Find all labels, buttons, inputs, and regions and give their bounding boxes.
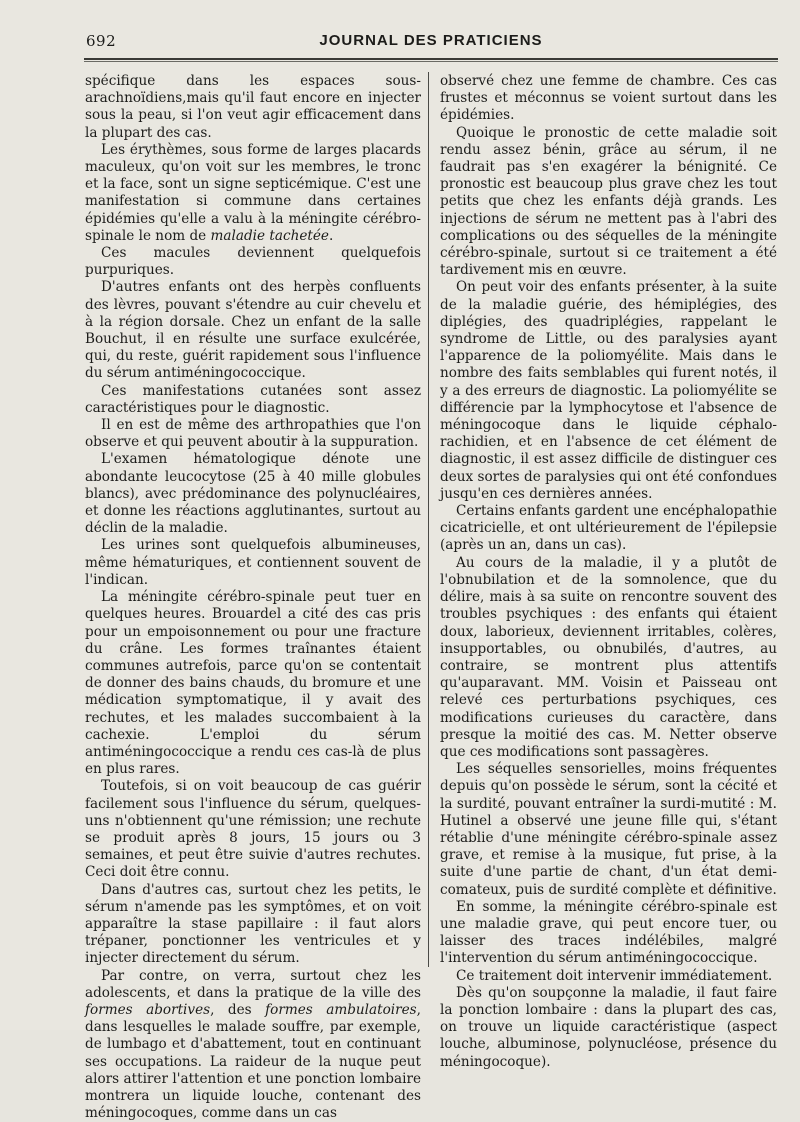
paragraph-text: Toutefois, si on voit beaucoup de cas guérir facilement sous l'influence du sérum, quelques-uns n'obtiennent qu'une rémission; une rechute se produit après 8 jours, 15 jours ou 3 semaines, et peut être suivie d'autres rechutes. Ceci doit être connu. <box>85 778 421 881</box>
paragraph-text: Par contre, on verra, surtout chez les adolescents, et dans la pratique de la ville des <box>85 967 421 1001</box>
paragraph <box>85 245 421 279</box>
paragraph-text: On peut voir des enfants présenter, à la suite de la maladie guérie, des hémiplégies, des diplégies, des quadriplégies, rappelant le syndrome de Little, ou des paralysies ayant l'apparence de la poliomyélite. Mais dans le nombre des faits semblables qui furent notés, il y a des erreurs de diagnostic. La poliomyélite se différencie par la lymphocytose et l'absence de méningocoque dans le liquide céphalo-rachidien, et en l'absence de cet élément de diagnostic, il est assez difficile de distinguer ces deux sortes de paralysies qui ont été confondues jusqu'en ces dernières années. <box>440 279 777 502</box>
paragraph <box>440 968 777 985</box>
paragraph <box>85 589 421 778</box>
paragraph-text: Ce traitement doit intervenir immédiatement. <box>456 967 773 984</box>
paragraph <box>440 279 777 503</box>
paragraph-text: Certains enfants gardent une encéphalopathie cicatricielle, et ont ultérieurement de l'épilepsie (après un an, dans un cas). <box>440 503 777 554</box>
paragraph-text: Au cours de la maladie, il y a plutôt de l'obnubilation et de la somnolence, que du délire, mais à sa suite on rencontre souvent des troubles psychiques : des enfants qui étaient doux, laborieux, deviennent irritables, colères, insupportables, ou obnubilés, d'autres, au contraire, se montrent plus attentifs qu'auparavant. MM. Voisin et Paisseau ont relevé ces perturbations psychiques, ces modifications curieuses du caractère, dans presque la moitié des cas. M. Netter observe que ces modifications sont passagères. <box>440 554 777 760</box>
paragraph-text: Il en est de même des arthropathies que l'on observe et qui peuvent aboutir à la suppuration. <box>85 417 421 451</box>
column-divider <box>428 72 429 967</box>
paragraph-text: Dès qu'on soupçonne la maladie, il faut faire la ponction lombaire : dans la plupart des cas, on trouve un liquide caractéristique (aspect louche, albuminose, polynucléose, présence du méningocoque). <box>440 984 777 1070</box>
left-column <box>85 73 421 1122</box>
page-number: 692 <box>86 32 117 50</box>
paragraph <box>440 761 777 899</box>
paragraph <box>85 778 421 881</box>
paragraph <box>440 503 777 555</box>
paragraph-text: , des <box>210 1001 266 1018</box>
paragraph-text: Dans d'autres cas, surtout chez les petits, le sérum n'amende pas les symptômes, et on voit apparaître la stase papillaire : il faut alors trépaner, ponctionner les ventricules et y injecter directement du sérum. <box>85 881 421 967</box>
paragraph <box>440 899 777 968</box>
paragraph <box>440 555 777 761</box>
paragraph <box>85 73 421 142</box>
journal-title: JOURNAL DES PRATICIENS <box>319 32 543 49</box>
paragraph-text: Les érythèmes, sous forme de larges placards maculeux, qu'on voit sur les membres, le tronc et la face, sont un signe septicémique. C'est une manifestation si commune dans certaines épidémies qu'elle a valu à la méningite cérébro-spinale le nom de <box>85 141 421 244</box>
emphasis-text: formes abortives <box>85 1001 211 1018</box>
paragraph <box>85 142 421 245</box>
paragraph-text: Ces manifestations cutanées sont assez caractéristiques pour le diagnostic. <box>85 382 421 416</box>
paragraph <box>85 279 421 382</box>
paragraph <box>440 125 777 280</box>
paragraph <box>440 73 777 125</box>
paragraph-text: Les urines sont quelquefois albumineuses, même hématuriques, et contiennent souvent de l'indican. <box>85 537 421 588</box>
emphasis-text: formes ambulatoires <box>265 1001 417 1018</box>
paragraph-text: En somme, la méningite cérébro-spinale est une maladie grave, qui peut encore tuer, ou laisser des traces indélébiles, malgré l'intervention du sérum antiméningococcique. <box>440 898 777 967</box>
paragraph-text: Ces macules deviennent quelquefois purpuriques. <box>85 245 421 279</box>
paragraph-text: Les séquelles sensorielles, moins fréquentes depuis qu'on possède le sérum, sont la cécité et la surdité, pouvant entraîner la surdi-mutité : M. Hutinel a observé une jeune fille qui, s'étant rétablie d'une méningite cérébro-spinale assez grave, et remise à la musique, fut prise, à la suite d'une partie de chant, d'un état demi-comateux, puis de surdité complète et définitive. <box>440 761 777 898</box>
header-rule-thin <box>84 61 778 62</box>
header-rule <box>84 58 778 60</box>
paragraph-text: . <box>328 227 334 244</box>
paragraph-text: spécifique dans les espaces sous-arachnoïdiens,mais qu'il faut encore en injecter sous la peau, si l'on veut agir efficacement dans la plupart des cas. <box>85 73 421 141</box>
paragraph-text: , dans lesquelles le malade souffre, par exemple, de lumbago et d'abattement, tout en continuant ses occupations. La raideur de la nuque peut alors attirer l'attention et une ponction lombaire montrera un liquide louche, contenant des méningocoques, comme dans un cas <box>85 1001 421 1122</box>
right-column <box>440 73 777 1071</box>
paragraph-text: Quoique le pronostic de cette maladie soit rendu assez bénin, grâce au sérum, il ne faudrait pas s'en exagérer la bénignité. Ce pronostic est beaucoup plus grave chez les tout petits que chez les enfants déjà grands. Les injections de sérum ne mettent pas à l'abri des complications ou des séquelles de la méningite cérébro-spinale, surtout si ce traitement a été tardivement mis en œuvre. <box>440 124 777 279</box>
paragraph-text: observé chez une femme de chambre. Ces cas frustes et méconnus se voient surtout dans les épidémies. <box>440 73 777 124</box>
emphasis-text: maladie tachetée <box>210 227 329 244</box>
paragraph <box>85 383 421 417</box>
paragraph <box>85 968 421 1122</box>
paragraph <box>85 537 421 589</box>
paragraph <box>85 417 421 451</box>
paragraph <box>85 451 421 537</box>
paragraph-text: D'autres enfants ont des herpès confluents des lèvres, pouvant s'étendre au cuir chevelu et à la région dorsale. Chez un enfant de la salle Bouchut, il en résulte une surface exulcérée, qui, du reste, guérit rapidement sous l'influence du sérum antiméningococcique. <box>85 279 421 382</box>
paragraph-text: La méningite cérébro-spinale peut tuer en quelques heures. Brouardel a cité des cas pris pour un empoisonnement ou pour une fracture du crâne. Les formes traînantes étaient communes autrefois, parce qu'on se contentait de donner des bains chauds, du bromure et une médication symptomatique, il y avait des rechutes, et les malades succombaient à la cachexie. L'emploi du sérum antiméningococcique a rendu ces cas-là de plus en plus rares. <box>85 589 421 778</box>
paragraph <box>85 882 421 968</box>
paragraph-text: L'examen hématologique dénote une abondante leucocytose (25 à 40 mille globules blancs), avec prédominance des polynucléaires, et donne les réactions agglutinantes, surtout au déclin de la maladie. <box>85 451 421 537</box>
paragraph <box>440 985 777 1071</box>
page-header <box>86 30 776 54</box>
